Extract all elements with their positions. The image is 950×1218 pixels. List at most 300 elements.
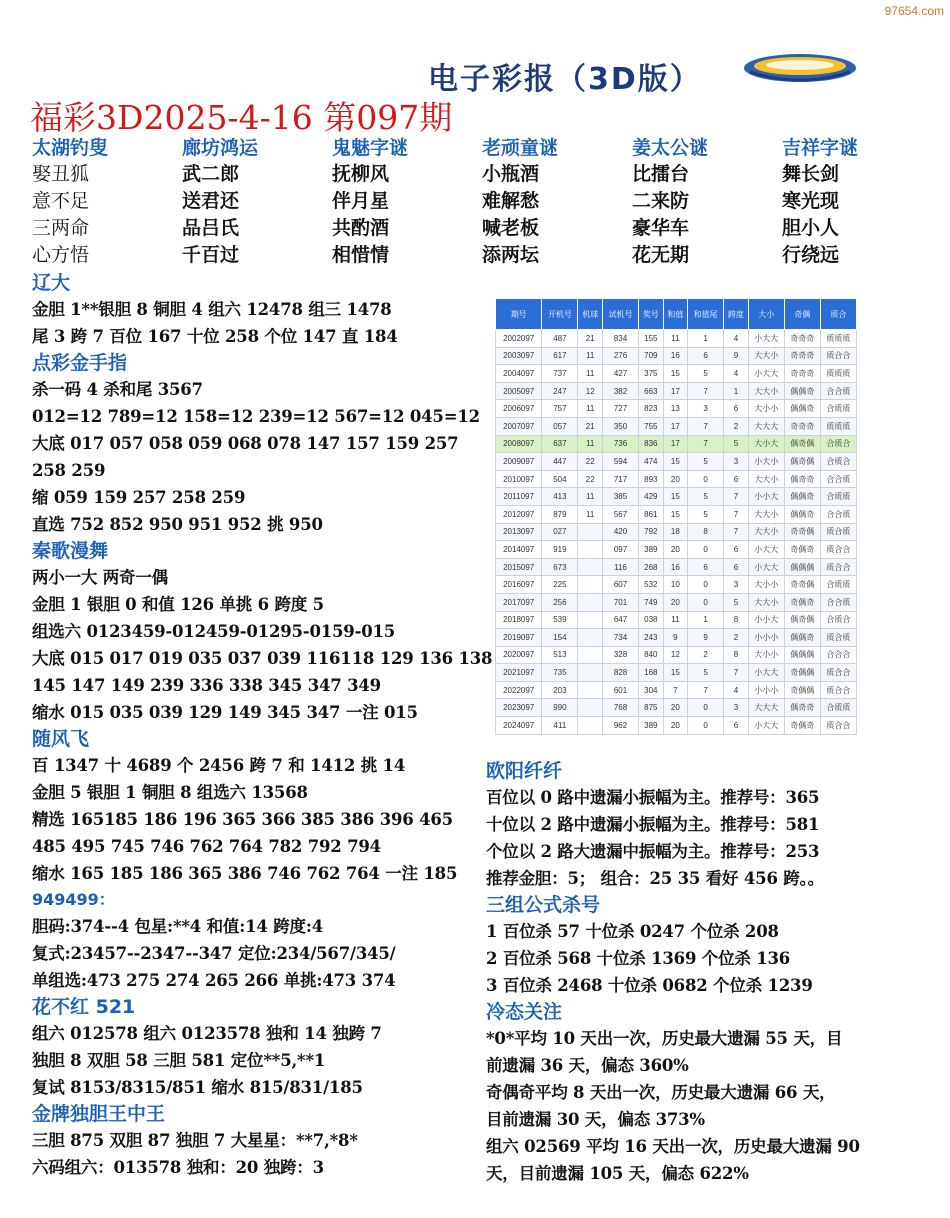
table-cell: 0 [688,717,724,735]
table-cell: 792 [639,523,664,541]
section-title: 949499： [32,890,115,909]
table-cell: 奇偶奇 [784,541,820,559]
table-cell: 154 [542,629,578,647]
table-row [496,453,857,471]
riddle-line: 娶丑狐 [32,163,90,185]
riddle-author: 太湖钓叟 [32,137,109,159]
table-cell: 513 [542,646,578,664]
table-cell: 734 [602,629,638,647]
table-cell: 偶奇偶 [784,435,820,453]
table-cell: 22 [578,470,603,488]
table-cell: 7 [724,523,749,541]
table-cell: 5 [688,453,724,471]
table-cell: 大大小 [748,593,784,611]
table-cell: 质合合 [820,717,856,735]
riddle-line: 三两命 [32,217,90,239]
table-cell: 质质质 [820,365,856,383]
riddle-author: 鬼魅字谜 [332,137,409,159]
table-cell: 8 [724,611,749,629]
riddle-line: 舞长剑 [782,163,840,185]
section-line: 3 百位杀 2468 十位杀 0682 个位杀 1239 [486,976,813,995]
table-cell: 大小小 [748,400,784,418]
table-cell [578,558,603,576]
table-cell: 17 [663,382,688,400]
table-cell: 247 [542,382,578,400]
table-header-cell: 质合 [820,299,856,330]
table-cell: 20 [663,699,688,717]
table-cell: 偶偶奇 [784,629,820,647]
3d-logo-icon [740,42,860,88]
table-cell: 823 [639,400,664,418]
table-row [496,664,857,682]
table-cell [578,717,603,735]
section-line: 精选 165185 186 196 365 366 385 386 396 465 [32,810,453,829]
table-cell: 919 [542,541,578,559]
table-cell: 413 [542,488,578,506]
table-cell: 607 [602,576,638,594]
table-cell: 1 [724,382,749,400]
table-row [496,629,857,647]
riddle-line: 共酌酒 [332,217,390,239]
table-cell: 偶奇偶 [784,453,820,471]
table-row [496,435,857,453]
table-header-cell: 大小 [748,299,784,330]
watermark: 97654.com [884,4,944,18]
table-cell: 532 [639,576,664,594]
riddle-line: 比擂台 [632,163,690,185]
table-cell: 2012097 [496,505,542,523]
table-cell: 11 [578,505,603,523]
masthead: 电子彩报（3D版） [428,62,702,97]
table-cell: 4 [724,681,749,699]
table-cell: 2009097 [496,453,542,471]
table-cell: 861 [639,505,664,523]
table-cell: 18 [663,523,688,541]
table-cell [578,646,603,664]
riddle-line: 行绕远 [782,244,840,266]
table-cell: 057 [542,417,578,435]
table-cell: 小大大 [748,558,784,576]
table-cell: 2020097 [496,646,542,664]
table-cell: 偶奇奇 [784,470,820,488]
table-cell: 757 [542,400,578,418]
table-cell: 合质合 [820,611,856,629]
section-line: 百位以 0 路中遗漏小振幅为主。推荐号：365 [486,788,820,807]
table-header-cell: 奇偶 [784,299,820,330]
table-row [496,382,857,400]
table-cell: 大大小 [748,347,784,365]
history-table [495,298,857,735]
table-cell: 328 [602,646,638,664]
table-cell: 质合合 [820,681,856,699]
table-cell: 2016097 [496,576,542,594]
section-title: 花不红 521 [32,996,136,1018]
table-cell: 840 [639,646,664,664]
table-cell: 11 [663,611,688,629]
table-cell [578,576,603,594]
table-row [496,576,857,594]
table-row [496,417,857,435]
table-cell: 15 [663,488,688,506]
table-cell: 小小小 [748,629,784,647]
table-cell: 2014097 [496,541,542,559]
table-cell: 9 [688,629,724,647]
table-row [496,593,857,611]
riddle-line: 心方悟 [32,244,90,266]
table-cell: 673 [542,558,578,576]
table-cell: 601 [602,681,638,699]
table-cell: 16 [663,347,688,365]
section-line: 缩水 165 185 186 365 386 746 762 764 一注 185 [32,864,458,883]
section-line: 三胆 875 双胆 87 独胆 7 大星星：**7,*8* [32,1131,358,1150]
table-cell: 偶奇偶 [784,611,820,629]
table-cell: 奇偶偶 [784,681,820,699]
table-cell: 奇奇奇 [784,330,820,348]
riddle-line: 武二郎 [182,163,240,185]
riddle-column [782,133,932,267]
table-row [496,523,857,541]
table-cell: 22 [578,453,603,471]
table-cell: 11 [578,435,603,453]
table-cell: 3 [724,576,749,594]
table-cell: 1 [688,330,724,348]
section-line: 012=12 789=12 158=12 239=12 567=12 045=12 [32,407,480,426]
section-line: 金胆 5 银胆 1 铜胆 8 组选六 13568 [32,783,308,802]
table-cell: 20 [663,593,688,611]
table-cell: 828 [602,664,638,682]
table-cell: 合合质 [820,505,856,523]
table-cell: 奇奇偶 [784,523,820,541]
table-cell: 2022097 [496,681,542,699]
section-line: 推荐金胆：5； 组合：25 35 看好 456 跨。。 [486,869,824,888]
table-cell: 5 [688,488,724,506]
section-line: 六码组六：013578 独和：20 独跨：3 [32,1158,324,1177]
section-line: 大底 015 017 019 035 037 039 116118 129 136 138 [32,649,493,668]
table-cell: 116 [602,558,638,576]
table-row [496,717,857,735]
table-cell: 2017097 [496,593,542,611]
table-cell: 合质合 [820,453,856,471]
table-cell: 20 [663,717,688,735]
riddle-line: 千百过 [182,244,240,266]
section-title: 点彩金手指 [32,352,128,374]
table-row [496,646,857,664]
page-title: 福彩3D2025-4-16 第097期 [30,98,453,137]
table-cell: 小大大 [748,664,784,682]
table-cell: 2007097 [496,417,542,435]
table-header-cell: 试机号 [602,299,638,330]
section-title: 三组公式杀号 [486,894,601,916]
table-cell: 20 [663,470,688,488]
table-header-cell: 开机号 [542,299,578,330]
riddle-author: 老顽童谜 [482,137,559,159]
section-line: 单组选:473 275 274 265 266 单挑:473 374 [32,971,396,990]
table-cell: 合合合 [820,646,856,664]
riddle-line: 伴月星 [332,190,390,212]
table-cell: 097 [602,541,638,559]
table-cell: 836 [639,435,664,453]
table-cell: 155 [639,330,664,348]
table-cell: 647 [602,611,638,629]
table-cell [578,523,603,541]
section-line: 1 百位杀 57 十位杀 0247 个位杀 208 [486,922,779,941]
riddle-column [182,133,332,267]
table-cell: 539 [542,611,578,629]
table-cell: 17 [663,435,688,453]
table-cell: 8 [688,523,724,541]
table-cell: 3 [724,453,749,471]
table-cell: 小大大 [748,330,784,348]
table-cell: 375 [639,365,664,383]
table-cell: 504 [542,470,578,488]
riddle-line: 豪华车 [632,217,690,239]
table-cell: 7 [724,664,749,682]
section-line: 缩 059 159 257 258 259 [32,488,246,507]
table-cell: 276 [602,347,638,365]
table-cell: 10 [663,576,688,594]
table-cell: 2006097 [496,400,542,418]
table-row [496,347,857,365]
section-line: 尾 3 跨 7 百位 167 十位 258 个位 147 直 184 [32,327,398,346]
section-line: 金胆 1**银胆 8 铜胆 4 组六 12478 组三 1478 [32,300,392,319]
table-cell: 大大小 [748,505,784,523]
table-cell: 质质质 [820,417,856,435]
table-cell: 0 [688,699,724,717]
table-cell: 893 [639,470,664,488]
table-cell: 2003097 [496,347,542,365]
riddle-line: 品吕氏 [182,217,240,239]
table-cell: 15 [663,505,688,523]
table-cell: 12 [578,382,603,400]
section-line: 杀一码 4 杀和尾 3567 [32,380,203,399]
table-cell: 7 [688,382,724,400]
table-cell: 2015097 [496,558,542,576]
table-cell: 15 [663,365,688,383]
table-cell: 偶偶奇 [784,382,820,400]
section-title: 随风飞 [32,728,90,750]
riddle-author: 廊坊鸿运 [182,137,259,159]
table-cell: 4 [724,330,749,348]
table-cell: 0 [688,593,724,611]
table-cell: 304 [639,681,664,699]
section-title: 金牌独胆王中王 [32,1103,166,1125]
table-cell: 合质合 [820,435,856,453]
table-cell [578,611,603,629]
table-cell: 737 [542,365,578,383]
table-cell: 11 [578,365,603,383]
section-line: 复式:23457--2347--347 定位:234/567/345/ [32,944,396,963]
table-cell: 小小大 [748,488,784,506]
riddle-line: 胆小人 [782,217,840,239]
table-cell: 701 [602,593,638,611]
table-cell: 质合合 [820,347,856,365]
table-header-cell: 奖号 [639,299,664,330]
section-line: 胆码:374--4 包星:**4 和值:14 跨度:4 [32,917,323,936]
table-cell: 奇奇奇 [784,417,820,435]
section-line: 缩水 015 035 039 129 149 345 347 一注 015 [32,703,418,722]
table-cell: 749 [639,593,664,611]
table-row [496,681,857,699]
table-cell: 小大大 [748,365,784,383]
riddle-line: 喊老板 [482,217,540,239]
section-line: 奇偶奇平均 8 天出一次，历史最大遗漏 66 天， [486,1083,836,1102]
section-title: 秦歌漫舞 [32,540,109,562]
section-line: *0*平均 10 天出一次，历史最大遗漏 55 天，目 [486,1029,843,1048]
table-cell: 合合质 [820,593,856,611]
table-cell: 962 [602,717,638,735]
riddle-column [632,133,782,267]
table-cell: 9 [724,347,749,365]
table-cell: 879 [542,505,578,523]
table-cell: 8 [724,646,749,664]
riddle-column [482,133,632,267]
section-line: 前遗漏 36 天，偏态 360% [486,1056,689,1075]
table-cell: 736 [602,435,638,453]
table-cell: 7 [688,681,724,699]
table-cell: 小小小 [748,681,784,699]
table-cell: 6 [724,470,749,488]
table-cell: 389 [639,541,664,559]
table-cell: 243 [639,629,664,647]
table-cell: 6 [724,541,749,559]
table-cell: 7 [688,417,724,435]
riddle-author: 吉祥字谜 [782,137,859,159]
table-cell [578,629,603,647]
section-line: 2 百位杀 568 十位杀 1369 个位杀 136 [486,949,791,968]
table-cell: 663 [639,382,664,400]
right-column [486,758,936,1187]
table-cell: 427 [602,365,638,383]
table-cell: 6 [688,347,724,365]
table-cell: 偶偶偶 [784,646,820,664]
table-cell: 9 [663,629,688,647]
table-cell: 大大小 [748,382,784,400]
riddle-line: 送君还 [182,190,240,212]
section-line: 组选六 0123459-012459-01295-0159-015 [32,622,396,641]
riddle-line: 小瓶酒 [482,163,540,185]
table-cell: 5 [688,664,724,682]
riddle-author: 姜太公谜 [632,137,709,159]
table-cell: 2021097 [496,664,542,682]
table-cell: 0 [688,576,724,594]
table-cell: 小大大 [748,717,784,735]
table-cell: 038 [639,611,664,629]
table-cell: 大小小 [748,646,784,664]
table-row [496,611,857,629]
left-column [32,270,493,1181]
table-cell: 617 [542,347,578,365]
table-cell: 389 [639,717,664,735]
table-cell: 382 [602,382,638,400]
table-cell: 奇奇奇 [784,365,820,383]
table-cell: 2 [724,629,749,647]
table-header-cell: 期号 [496,299,542,330]
table-row [496,541,857,559]
table-cell: 3 [688,400,724,418]
table-cell: 合质质 [820,699,856,717]
section-line: 组六 012578 组六 0123578 独和 14 独跨 7 [32,1024,382,1043]
table-cell: 411 [542,717,578,735]
table-cell: 2008097 [496,435,542,453]
table-cell: 大大大 [748,417,784,435]
table-cell: 偶奇奇 [784,699,820,717]
table-cell: 15 [663,453,688,471]
table-cell: 350 [602,417,638,435]
section-line: 大底 017 057 058 059 068 078 147 157 159 257 [32,434,459,453]
section-line: 百 1347 十 4689 个 2456 跨 7 和 1412 挑 14 [32,756,406,775]
table-row [496,470,857,488]
table-cell: 0 [688,470,724,488]
table-cell: 奇偶偶 [784,664,820,682]
table-cell: 5 [724,435,749,453]
table-cell: 大小小 [748,576,784,594]
table-cell: 2013097 [496,523,542,541]
section-line: 十位以 2 路中遗漏小振幅为主。推荐号：581 [486,815,820,834]
table-cell: 小大小 [748,453,784,471]
table-cell: 合合质 [820,470,856,488]
table-cell [578,681,603,699]
table-row [496,699,857,717]
table-cell: 2002097 [496,330,542,348]
table-cell: 168 [639,664,664,682]
table-cell: 727 [602,400,638,418]
riddle-line: 相惜情 [332,244,390,266]
table-row [496,400,857,418]
table-cell: 2011097 [496,488,542,506]
table-cell: 594 [602,453,638,471]
table-cell: 12 [663,646,688,664]
table-header-row [496,299,857,330]
table-cell: 质合合 [820,664,856,682]
riddle-column [332,133,482,267]
section-title: 辽大 [32,272,71,294]
riddle-line: 寒光现 [782,190,840,212]
riddle-column [32,133,182,267]
table-cell: 偶偶奇 [784,505,820,523]
table-cell: 2010097 [496,470,542,488]
riddle-line: 意不足 [32,190,90,212]
table-header-cell: 和值 [663,299,688,330]
section-line: 个位以 2 路大遗漏中振幅为主。推荐号：253 [486,842,820,861]
table-header-cell: 和值尾 [688,299,724,330]
table-cell: 合合质 [820,382,856,400]
section-title: 欧阳纤纤 [486,760,563,782]
table-cell: 大大小 [748,470,784,488]
table-cell: 2005097 [496,382,542,400]
section-line: 145 147 149 239 336 338 345 347 349 [32,676,381,695]
table-cell: 203 [542,681,578,699]
table-cell: 709 [639,347,664,365]
table-cell: 256 [542,593,578,611]
table-cell: 2023097 [496,699,542,717]
table-cell: 1 [688,611,724,629]
table-cell [578,699,603,717]
section-line: 独胆 8 双胆 58 三胆 581 定位**5,**1 [32,1051,326,1070]
table-cell: 5 [724,593,749,611]
table-cell: 大小大 [748,435,784,453]
table-cell: 2 [688,646,724,664]
table-header-cell: 跨度 [724,299,749,330]
table-cell: 567 [602,505,638,523]
table-cell: 5 [688,365,724,383]
riddle-line: 难解愁 [482,190,540,212]
table-cell: 质合合 [820,541,856,559]
table-cell: 合质质 [820,488,856,506]
riddle-line: 抚柳风 [332,163,390,185]
table-cell: 奇偶奇 [784,717,820,735]
table-cell: 质合合 [820,558,856,576]
table-cell: 7 [724,488,749,506]
